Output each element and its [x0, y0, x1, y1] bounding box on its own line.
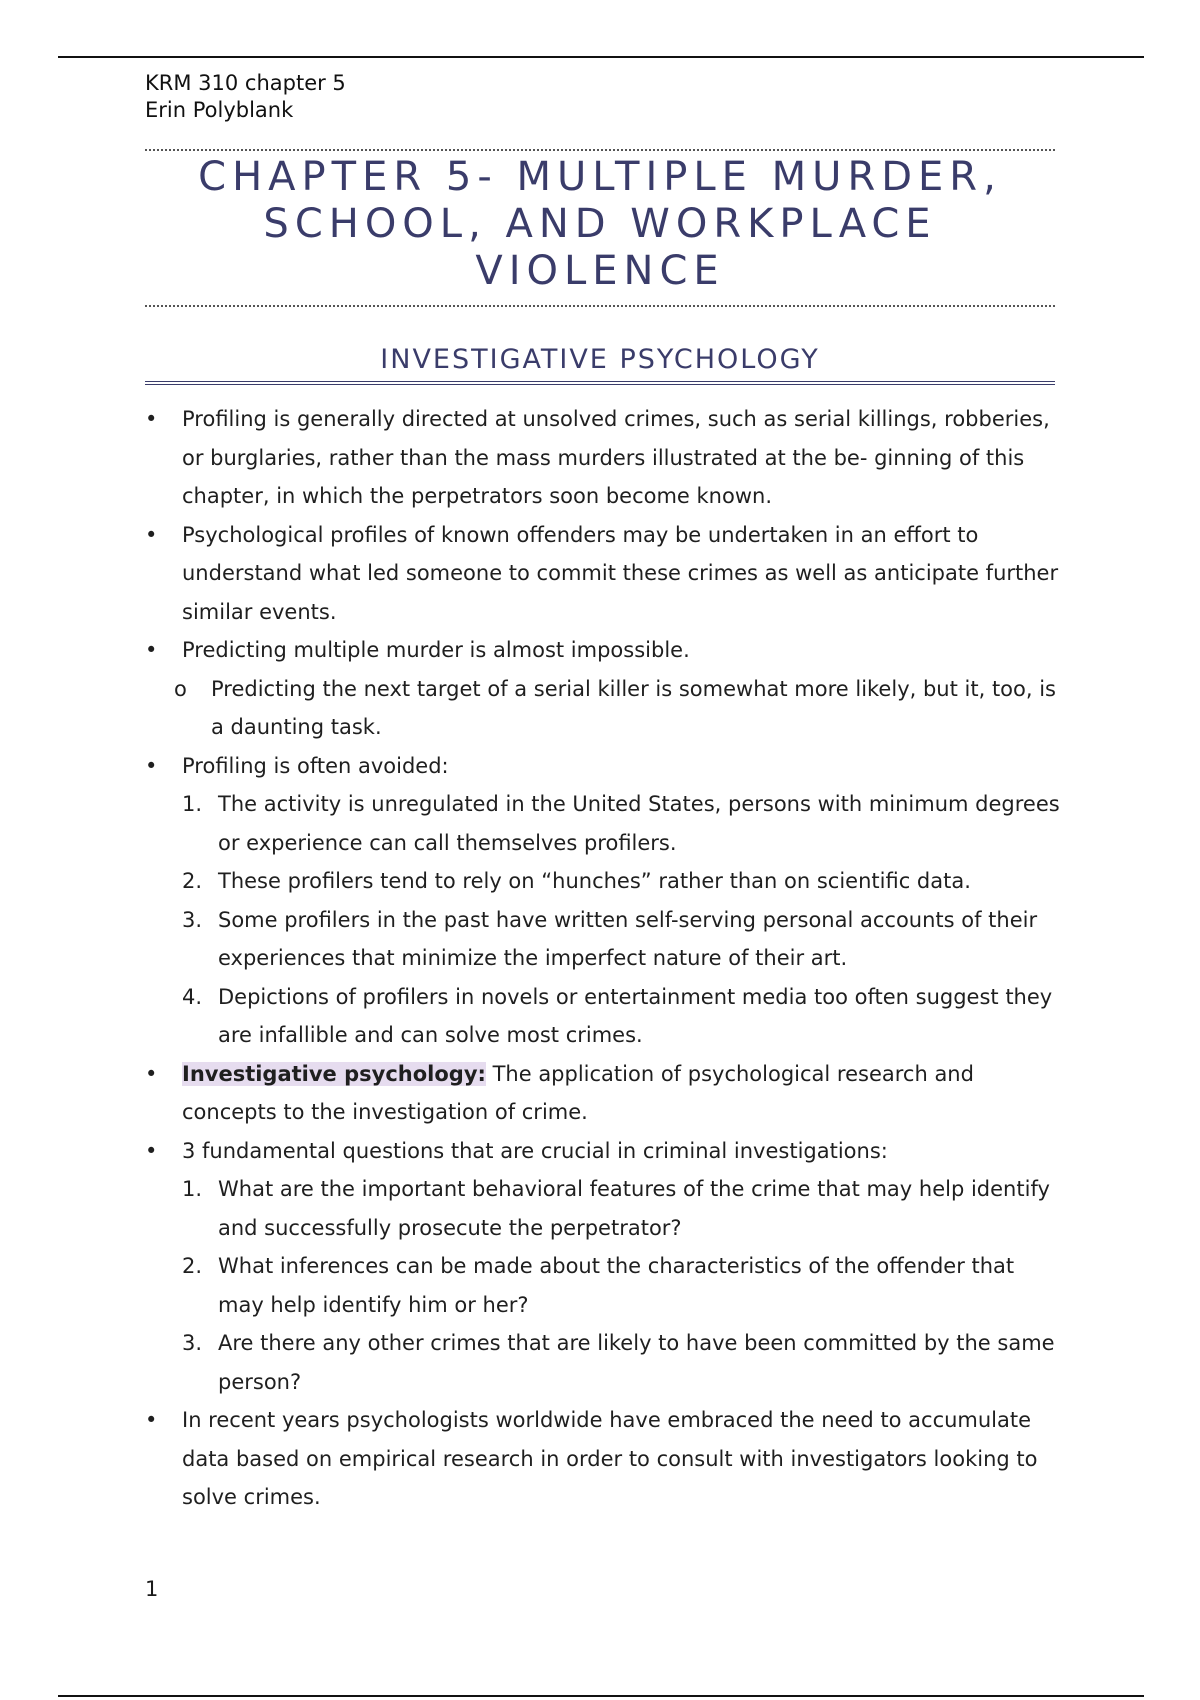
- bullet-item: [145, 747, 1065, 1055]
- title-line-2: SCHOOL, AND WORKPLACE: [263, 201, 937, 247]
- top-rule: [58, 56, 1144, 58]
- title-line-3: VIOLENCE: [475, 248, 725, 294]
- bullet-marker: •: [145, 753, 158, 778]
- bullet-text: In recent years psychologists worldwide have embraced the need to accumulate data based on empirical research in order to consult with investigators looking to solve crimes.: [182, 1408, 1038, 1509]
- bullet-marker: •: [145, 1138, 158, 1163]
- numbered-text: These profilers tend to rely on “hunches” rather than on scientific data.: [218, 869, 971, 893]
- bottom-rule: [58, 1695, 1144, 1697]
- numbered-item: [182, 1324, 1065, 1401]
- number-marker: 3.: [182, 907, 203, 932]
- bullet-marker: •: [145, 1061, 158, 1086]
- header-course: KRM 310 chapter 5: [145, 71, 346, 95]
- numbered-text: Are there any other crimes that are likely to have been committed by the same person?: [218, 1331, 1055, 1394]
- section-heading: INVESTIGATIVE PSYCHOLOGY: [145, 344, 1055, 385]
- number-marker: 1.: [182, 1177, 203, 1201]
- number-marker: 3.: [182, 1331, 203, 1355]
- bullet-text: Profiling is often avoided:: [182, 753, 449, 778]
- bullet-marker: •: [145, 1408, 158, 1432]
- number-marker: 1.: [182, 792, 203, 816]
- bullet-item: [145, 516, 1065, 632]
- number-marker: 2.: [182, 1254, 203, 1278]
- title-line-1: CHAPTER 5- MULTIPLE MURDER,: [198, 154, 1002, 200]
- header-author: Erin Polyblank: [145, 98, 294, 122]
- numbered-text: What are the important behavioral features of the crime that may help identify and successfully prosecute the perpetrator?: [218, 1177, 1050, 1240]
- chapter-title-block: [145, 149, 1055, 307]
- sub-bullet-item: [174, 670, 1065, 747]
- bullet-item: [145, 631, 1065, 747]
- sub-bullet-list: [174, 670, 1065, 747]
- number-marker: 4.: [182, 984, 203, 1009]
- numbered-list: [182, 785, 1065, 1055]
- numbered-item: [182, 862, 1065, 901]
- bullet-text: 3 fundamental questions that are crucial in criminal investigations:: [182, 1138, 888, 1163]
- numbered-text: Some profilers in the past have written self-serving personal accounts of their experiences that minimize the imperfect nature of their art.: [218, 907, 1038, 970]
- bullet-item: [145, 1132, 1065, 1402]
- bullet-item: [145, 1055, 1065, 1132]
- bullet-item: [145, 400, 1065, 516]
- bullet-list: [145, 400, 1065, 1517]
- bullet-marker: •: [145, 407, 158, 431]
- numbered-item: [182, 978, 1065, 1055]
- bullet-text: Profiling is generally directed at unsolved crimes, such as serial killings, robberies, or burglaries, rather than the mass murders illustrated at the be- ginning of this chapter, in which the perpetrators soon become known.: [182, 407, 1050, 508]
- sub-bullet-text: Predicting the next target of a serial killer is somewhat more likely, but it, too, is a daunting task.: [211, 676, 1056, 739]
- page-number: 1: [145, 1577, 159, 1601]
- bullet-marker: •: [145, 522, 158, 547]
- numbered-text: What inferences can be made about the characteristics of the offender that may help identify him or her?: [218, 1254, 1015, 1317]
- numbered-item: [182, 901, 1065, 978]
- highlighted-term: Investigative psychology:: [182, 1061, 486, 1086]
- bullet-text: Predicting multiple murder is almost impossible.: [182, 638, 690, 662]
- numbered-item: [182, 1247, 1065, 1324]
- numbered-item: [182, 785, 1065, 862]
- running-header: [145, 70, 346, 124]
- number-marker: 2.: [182, 869, 203, 893]
- bullet-text: Psychological profiles of known offenders may be undertaken in an effort to understand what led someone to commit these crimes as well as anticipate further similar events.: [182, 522, 1059, 624]
- numbered-text: Depictions of profilers in novels or entertainment media too often suggest they are infallible and can solve most crimes.: [218, 984, 1053, 1047]
- numbered-item: [182, 1170, 1065, 1247]
- sub-bullet-marker: o: [174, 676, 187, 701]
- bullet-item: [145, 1401, 1065, 1517]
- numbered-list: [182, 1170, 1065, 1401]
- notes-content: [145, 400, 1065, 1517]
- chapter-title: [145, 154, 1055, 295]
- term-definition: The application of psychological research and concepts to the investigation of crime.: [182, 1061, 974, 1124]
- numbered-text: The activity is unregulated in the United States, persons with minimum degrees or experience can call themselves profilers.: [218, 792, 1060, 855]
- bullet-marker: •: [145, 638, 158, 662]
